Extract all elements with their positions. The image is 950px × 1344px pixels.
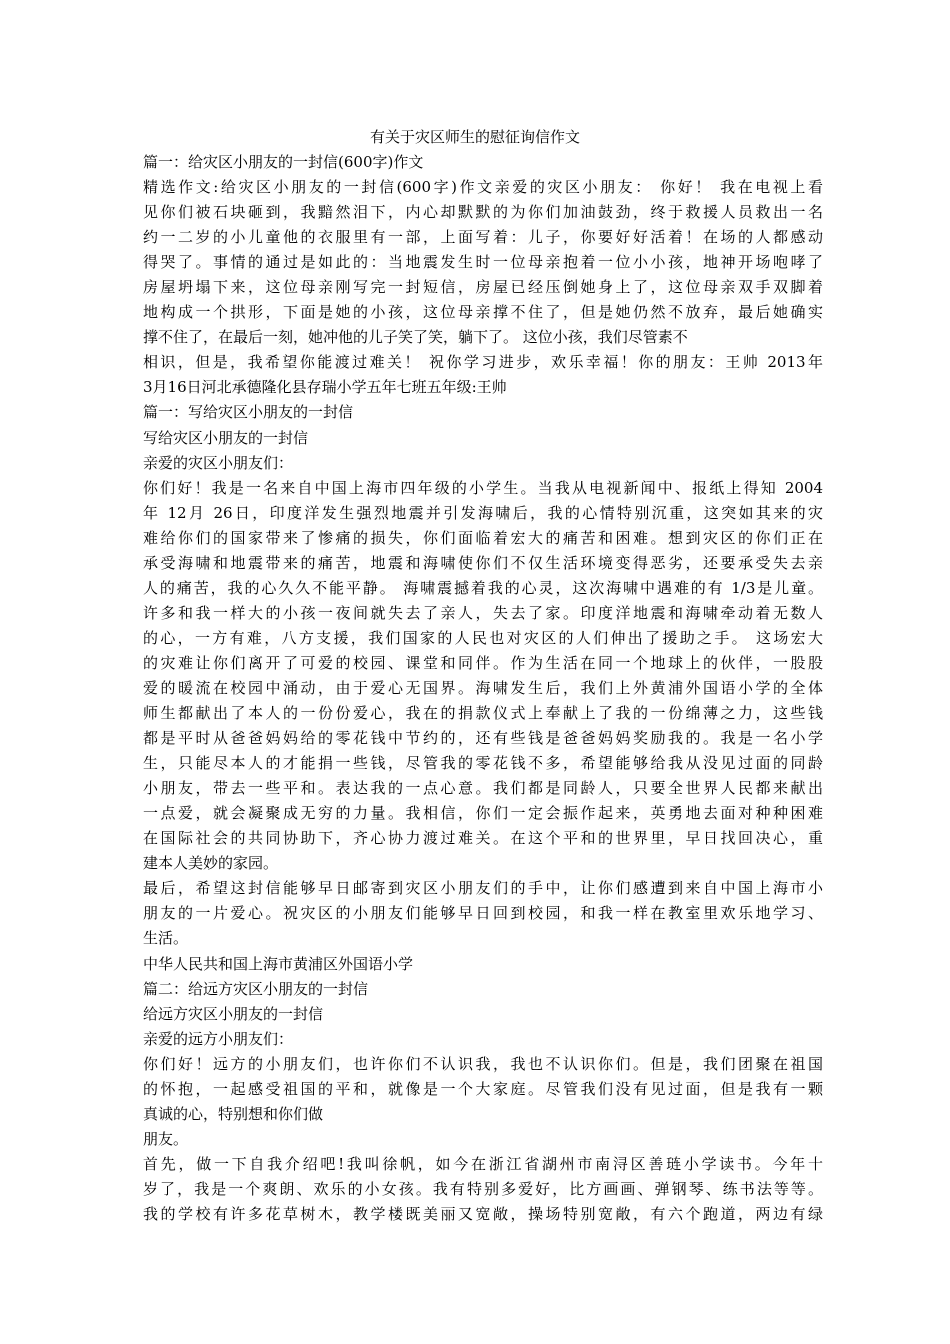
text-line: 最后，希望这封信能够早日邮寄到灾区小朋友们的手中，让你们感遭到来自中国上海市小: [143, 879, 823, 898]
text-line: 年 12月 26日，印度洋发生强烈地震并引发海啸后，我的心情特别沉重，这突如其来的灾: [143, 503, 823, 522]
text-line: 人的痛苦，我的心久久不能平静。 海啸震撼着我的心灵，这次海啸中遇难的有 1/3是儿童。: [143, 578, 823, 597]
text-line: 师生都献出了本人的一份份爱心，我在的捐款仪式上奉献上了我的一份绵薄之力，这些钱: [143, 704, 823, 723]
text-line: 撑不住了，在最后一刻，她冲他的儿子笑了笑，躺下了。 这位小孩，我们尽管素不: [143, 328, 688, 347]
text-line: 朋友的一片爱心。祝灾区的小朋友们能够早日回到校园，和我一样在教室里欢乐地学习、: [143, 904, 823, 923]
text-line: 岁了，我是一个爽朗、欢乐的小女孩。我有特别多爱好，比方画画、弹钢琴、练书法等等。: [143, 1179, 823, 1198]
text-line: 的心，一方有难，八方支援，我们国家的人民也对灾区的人们伸出了援助之手。 这场宏大: [143, 628, 823, 647]
text-line: 生活。: [143, 929, 189, 948]
text-line: 在国际社会的共同协助下，齐心协力渡过难关。在这个平和的世界里，早日找回决心，重: [143, 829, 823, 848]
text-line: 写给灾区小朋友的一封信: [143, 428, 309, 447]
text-line: 建本人美妙的家园。: [143, 854, 279, 873]
signature-line: 中华人民共和国上海市黄浦区外国语小学: [143, 954, 414, 973]
text-line: 的怀抱，一起感受祖国的平和，就像是一个大家庭。尽管我们没有见过面，但是我有一颗: [143, 1079, 823, 1098]
text-line: 真诚的心，特别想和你们做: [143, 1104, 324, 1123]
salutation: 亲爱的远方小朋友们：: [143, 1029, 294, 1048]
salutation: 亲爱的灾区小朋友们：: [143, 453, 294, 472]
text-line: 朋友。: [143, 1129, 189, 1148]
text-line: 难给你们的国家带来了惨痛的损失，你们面临着宏大的痛苦和困难。想到灾区的你们正在: [143, 528, 823, 547]
text-line: 相识，但是，我希望你能渡过难关！ 祝你学习进步，欢乐幸福！你的朋友：王帅 2013年: [143, 353, 823, 372]
text-line: 的灾难让你们离开了可爱的校园、课堂和同伴。作为生活在同一个地球上的伙伴，一股股: [143, 653, 823, 672]
text-line: 承受海啸和地震带来的痛苦，地震和海啸使你们不仅生活环境变得恶劣，还要承受失去亲: [143, 553, 823, 572]
text-line: 房屋坍塌下来，这位母亲刚写完一封短信，房屋已经压倒她身上了，这位母亲双手双脚着: [143, 278, 823, 297]
text-line: 约一二岁的小儿童他的衣服里有一部，上面写着：儿子，你要好好活着！在场的人都感动: [143, 228, 823, 247]
text-line: 3月16日河北承德隆化县存瑞小学五年七班五年级:王帅: [143, 378, 507, 397]
text-line: 篇一：给灾区小朋友的一封信(600字)作文: [143, 153, 424, 171]
text-line: 一点爱，就会凝聚成无穷的力量。我相信，你们一定会振作起来，英勇地去面对种种困难: [143, 804, 823, 823]
text-line: 生，只能尽本人的才能捐一些钱，尽管我的零花钱不多，希望能够给我从没见过面的同龄: [143, 754, 823, 773]
text-line: 我的学校有许多花草树木，教学楼既美丽又宽敞，操场特别宽敞，有六个跑道，两边有绿: [143, 1204, 823, 1223]
text-line: 地构成一个拱形，下面是她的小孩，这位母亲撑不住了，但是她仍然不放弃，最后她确实: [143, 303, 823, 322]
section-heading: 篇一：写给灾区小朋友的一封信: [143, 403, 354, 422]
text-line: 小朋友，带去一些平和。表达我的一点心意。我们都是同龄人，只要全世界人民都来献出: [143, 779, 823, 798]
document-body: [143, 150, 823, 1227]
text-line: 都是平时从爸爸妈妈给的零花钱中节约的，还有些钱是爸爸妈妈奖励我的。我是一名小学: [143, 729, 823, 748]
text-line: 你们好！远方的小朋友们，也许你们不认识我，我也不认识你们。但是，我们团聚在祖国: [143, 1054, 823, 1073]
text-line: 得哭了。事情的通过是如此的：当地震发生时一位母亲抱着一位小小孩，地神开场咆哮了: [143, 253, 823, 272]
text-line: 精选作文:给灾区小朋友的一封信(600字)作文亲爱的灾区小朋友： 你好！ 我在电视上看: [143, 178, 823, 197]
text-line: 见你们被石块砸到，我黯然泪下，内心却默默的为你们加油鼓劲，终于救援人员救出一名: [143, 203, 823, 222]
document-title: 有关于灾区师生的慰征询信作文: [369, 128, 580, 146]
text-line: 许多和我一样大的小孩一夜间就失去了亲人，失去了家。印度洋地震和海啸牵动着无数人: [143, 603, 823, 622]
section-heading: 篇二：给远方灾区小朋友的一封信: [143, 979, 369, 998]
text-line: 你们好！我是一名来自中国上海市四年级的小学生。当我从电视新闻中、报纸上得知 2004: [143, 478, 823, 497]
text-line: 首先，做一下自我介绍吧!我叫徐帆，如今在浙江省湖州市南浔区善琏小学读书。今年十: [143, 1154, 823, 1173]
text-line: 给远方灾区小朋友的一封信: [143, 1004, 324, 1023]
text-line: 爱的暖流在校园中涌动，由于爱心无国界。海啸发生后，我们上外黄浦外国语小学的全体: [143, 678, 823, 697]
